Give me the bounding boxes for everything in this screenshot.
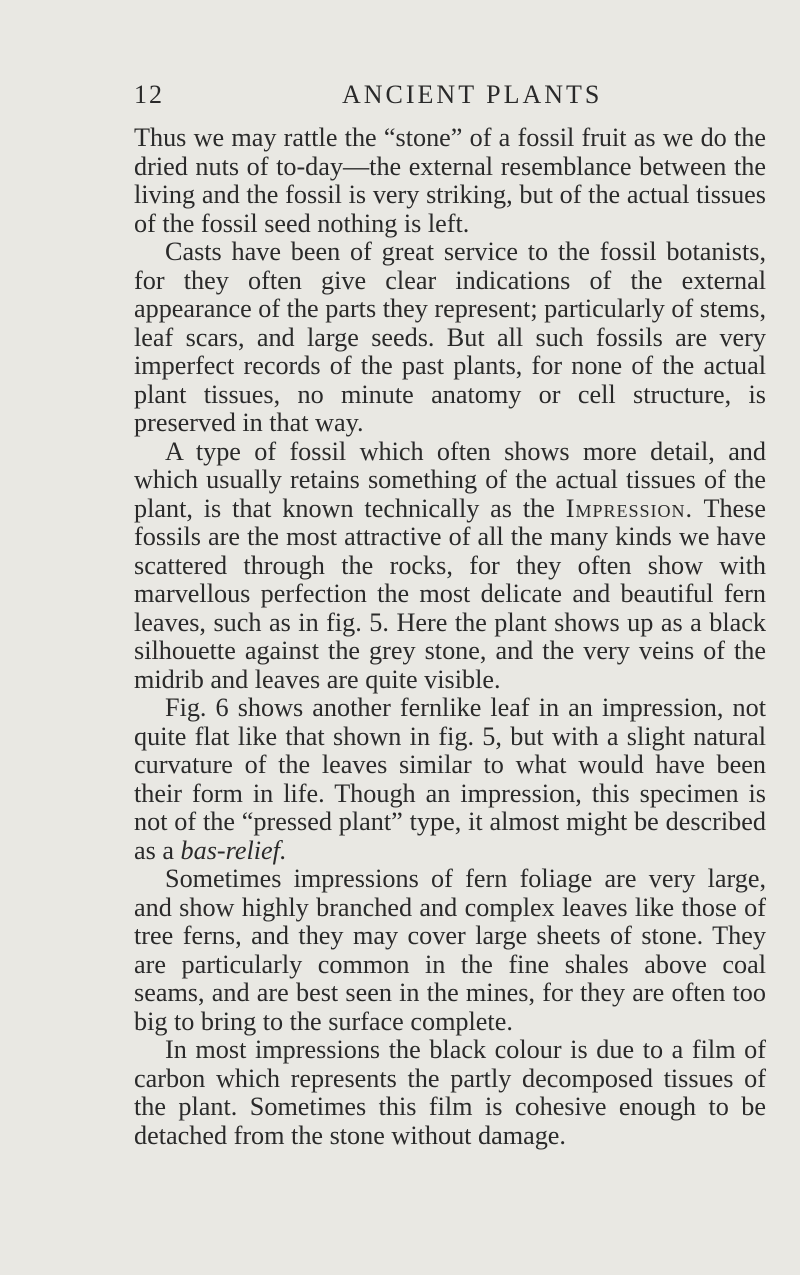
paragraph-5: Sometimes impressions of fern foliage are very large, and show highly branched and complex leaves like those of tree ferns, and they may cover large sheets of stone. They are particularly common in the fine shales above coal seams, and are best seen in the mines, for they are often too big to bring to the surface complete. bbox=[134, 864, 766, 1036]
paragraph-3-text-a: A type of fossil which often shows more detail, and which usually retains something of the actual tissues of the plant, is that known technically as the bbox=[134, 436, 766, 523]
paragraph-1: Thus we may rattle the “stone” of a fossil fruit as we do the dried nuts of to-day—the external resemblance between the living and the fossil is very striking, but of the actual tissues of the fossil seed nothing is left. bbox=[134, 123, 766, 238]
paragraph-3-text-b: These fossils are the most attractive of all the many kinds we have scattered through the rocks, for they often show with marvellous perfection the most delicate and beautiful fern leaves, such as in fig. 5. Here the plant shows up as a black silhouette against the grey stone, and the very veins of the midrib and leaves are quite visible. bbox=[134, 493, 766, 694]
paragraph-4-text-a: Fig. 6 shows another fernlike leaf in an impression, not quite flat like that shown in fig. 5, but with a slight natural curvature of the leaves similar to what would have been their form in life. Though an impression, this specimen is not of the “pressed plant” type, it almost might be described as a bbox=[134, 693, 766, 865]
paragraph-6: In most impressions the black colour is due to a film of carbon which represents the partly decomposed tissues of the plant. Sometimes this film is cohesive enough to be detached from the stone without damage. bbox=[134, 1035, 766, 1150]
bas-relief-term: bas-relief. bbox=[180, 835, 287, 865]
page-header bbox=[134, 80, 766, 120]
paragraph-3 bbox=[134, 438, 766, 695]
paragraph-2: Casts have been of great service to the fossil botanists, for they often give clear indications of the external appearance of the parts they represent; particularly of stems, leaf scars, and large seeds. But all such fossils are very imperfect records of the past plants, for none of the actual plant tissues, no minute anatomy or cell structure, is preserved in that way. bbox=[134, 237, 766, 437]
page-number: 12 bbox=[134, 80, 164, 109]
body-text bbox=[134, 124, 766, 1150]
running-head: ANCIENT PLANTS bbox=[342, 80, 603, 109]
impression-term: Impression. bbox=[565, 493, 694, 523]
paragraph-4 bbox=[134, 694, 766, 865]
